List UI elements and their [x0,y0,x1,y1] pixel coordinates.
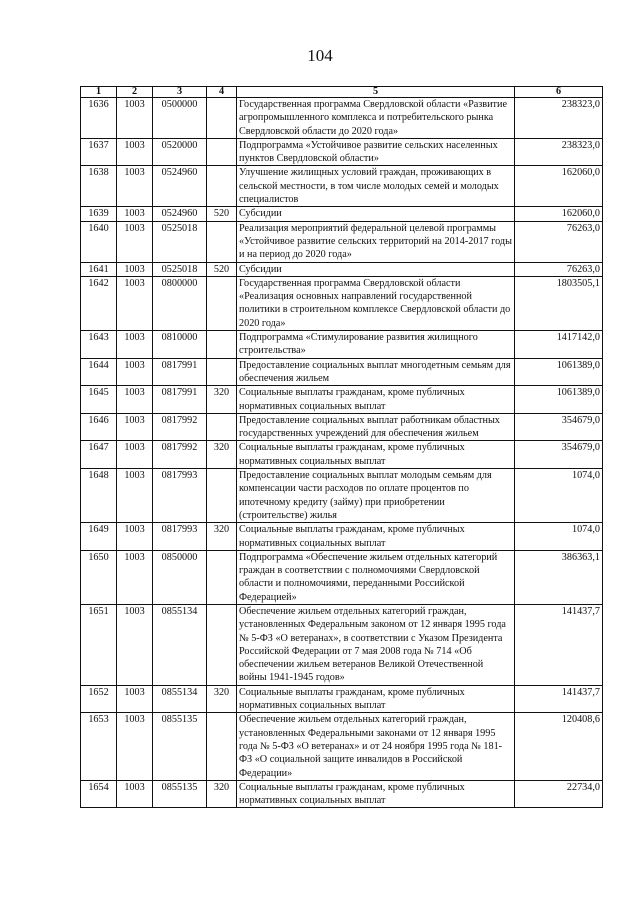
target-code-cell: 0520000 [153,138,207,166]
row-number-cell: 1641 [81,262,117,276]
section-code-cell: 1003 [117,221,153,262]
budget-table [80,86,603,808]
section-code-cell: 1003 [117,550,153,604]
section-code-cell: 1003 [117,331,153,359]
item-name-cell: Предоставление социальных выплат работникам областных государственных учреждений для обеспечения жильем [237,413,515,441]
expense-type-cell [207,331,237,359]
row-number-cell: 1649 [81,523,117,551]
row-number-cell: 1654 [81,780,117,808]
section-code-cell: 1003 [117,523,153,551]
section-code-cell: 1003 [117,441,153,469]
expense-type-cell: 320 [207,523,237,551]
item-name-cell: Обеспечение жильем отдельных категорий граждан, установленных Федеральными законами от 12 января 1995 года № 5-ФЗ «О ветеранах» и от 24 ноября 1995 года № 181-ФЗ «О социальной защите инвалидов в Российской Федерации» [237,713,515,780]
expense-type-cell [207,276,237,330]
expense-type-cell [207,358,237,386]
item-name-cell: Государственная программа Свердловской области «Развитие агропромышленного комплекса и потребительского рынка Свердловской области до 2020 года» [237,98,515,139]
table-row [81,358,603,386]
amount-cell: 162060,0 [515,166,603,207]
amount-cell: 354679,0 [515,441,603,469]
column-header: 1 [81,87,117,98]
target-code-cell: 0525018 [153,221,207,262]
amount-cell: 120408,6 [515,713,603,780]
expense-type-cell: 520 [207,262,237,276]
row-number-cell: 1636 [81,98,117,139]
amount-cell: 1803505,1 [515,276,603,330]
table-header-row [81,87,603,98]
table-body [81,98,603,808]
item-name-cell: Социальные выплаты гражданам, кроме публичных нормативных социальных выплат [237,685,515,713]
section-code-cell: 1003 [117,413,153,441]
amount-cell: 354679,0 [515,413,603,441]
table-row [81,469,603,523]
item-name-cell: Предоставление социальных выплат многодетным семьям для обеспечения жильем [237,358,515,386]
item-name-cell: Улучшение жилищных условий граждан, проживающих в сельской местности, в том числе молодых семей и молодых специалистов [237,166,515,207]
table-row [81,221,603,262]
amount-cell: 22734,0 [515,780,603,808]
target-code-cell: 0855134 [153,685,207,713]
item-name-cell: Реализация мероприятий федеральной целевой программы «Устойчивое развитие сельских территорий на 2014-2017 годы и на период до 2020 года» [237,221,515,262]
expense-type-cell: 320 [207,780,237,808]
target-code-cell: 0850000 [153,550,207,604]
section-code-cell: 1003 [117,604,153,685]
amount-cell: 141437,7 [515,604,603,685]
column-header: 3 [153,87,207,98]
table-row [81,523,603,551]
row-number-cell: 1650 [81,550,117,604]
target-code-cell: 0855135 [153,780,207,808]
item-name-cell: Субсидии [237,262,515,276]
section-code-cell: 1003 [117,358,153,386]
expense-type-cell: 320 [207,441,237,469]
target-code-cell: 0855135 [153,713,207,780]
row-number-cell: 1653 [81,713,117,780]
table-row [81,386,603,414]
amount-cell: 386363,1 [515,550,603,604]
target-code-cell: 0817991 [153,358,207,386]
expense-type-cell: 320 [207,685,237,713]
table-row [81,98,603,139]
table-row [81,262,603,276]
table-row [81,331,603,359]
item-name-cell: Предоставление социальных выплат молодым семьям для компенсации части расходов по оплате процентов по ипотечному кредиту (займу) при приобретении (строительстве) жилья [237,469,515,523]
expense-type-cell: 320 [207,386,237,414]
amount-cell: 238323,0 [515,138,603,166]
section-code-cell: 1003 [117,469,153,523]
column-header: 6 [515,87,603,98]
item-name-cell: Социальные выплаты гражданам, кроме публичных нормативных социальных выплат [237,523,515,551]
row-number-cell: 1648 [81,469,117,523]
item-name-cell: Подпрограмма «Устойчивое развитие сельских населенных пунктов Свердловской области» [237,138,515,166]
row-number-cell: 1639 [81,207,117,221]
table-row [81,550,603,604]
amount-cell: 238323,0 [515,98,603,139]
item-name-cell: Подпрограмма «Стимулирование развития жилищного строительства» [237,331,515,359]
row-number-cell: 1647 [81,441,117,469]
target-code-cell: 0817993 [153,469,207,523]
row-number-cell: 1643 [81,331,117,359]
amount-cell: 1061389,0 [515,386,603,414]
amount-cell: 1074,0 [515,523,603,551]
row-number-cell: 1651 [81,604,117,685]
target-code-cell: 0817992 [153,413,207,441]
section-code-cell: 1003 [117,780,153,808]
target-code-cell: 0500000 [153,98,207,139]
item-name-cell: Социальные выплаты гражданам, кроме публичных нормативных социальных выплат [237,386,515,414]
row-number-cell: 1638 [81,166,117,207]
table-row [81,780,603,808]
expense-type-cell [207,166,237,207]
table-row [81,276,603,330]
amount-cell: 162060,0 [515,207,603,221]
target-code-cell: 0810000 [153,331,207,359]
expense-type-cell [207,221,237,262]
section-code-cell: 1003 [117,207,153,221]
table-row [81,138,603,166]
table-row [81,713,603,780]
table-row [81,685,603,713]
expense-type-cell [207,550,237,604]
row-number-cell: 1644 [81,358,117,386]
item-name-cell: Государственная программа Свердловской области «Реализация основных направлений государственной политики в строительном комплексе Свердловской области до 2020 года» [237,276,515,330]
row-number-cell: 1645 [81,386,117,414]
section-code-cell: 1003 [117,98,153,139]
target-code-cell: 0817993 [153,523,207,551]
expense-type-cell: 520 [207,207,237,221]
table-row [81,441,603,469]
section-code-cell: 1003 [117,685,153,713]
amount-cell: 76263,0 [515,221,603,262]
column-header: 4 [207,87,237,98]
table-row [81,166,603,207]
target-code-cell: 0800000 [153,276,207,330]
target-code-cell: 0817992 [153,441,207,469]
column-header: 2 [117,87,153,98]
table-row [81,413,603,441]
table-row [81,604,603,685]
row-number-cell: 1637 [81,138,117,166]
expense-type-cell [207,604,237,685]
row-number-cell: 1642 [81,276,117,330]
expense-type-cell [207,138,237,166]
target-code-cell: 0525018 [153,262,207,276]
section-code-cell: 1003 [117,276,153,330]
expense-type-cell [207,413,237,441]
column-header: 5 [237,87,515,98]
row-number-cell: 1640 [81,221,117,262]
section-code-cell: 1003 [117,386,153,414]
row-number-cell: 1652 [81,685,117,713]
section-code-cell: 1003 [117,138,153,166]
section-code-cell: 1003 [117,713,153,780]
expense-type-cell [207,98,237,139]
amount-cell: 1417142,0 [515,331,603,359]
target-code-cell: 0524960 [153,207,207,221]
amount-cell: 1074,0 [515,469,603,523]
target-code-cell: 0524960 [153,166,207,207]
item-name-cell: Обеспечение жильем отдельных категорий граждан, установленных Федеральным законом от 12 января 1995 года № 5-ФЗ «О ветеранах», в соответствии с Указом Президента Российской Федерации от 7 мая 2008 года № 714 «Об обеспечении жильем ветеранов Великой Отечественной войны 1941-1945 годов» [237,604,515,685]
section-code-cell: 1003 [117,262,153,276]
page-number: 104 [307,46,333,65]
row-number-cell: 1646 [81,413,117,441]
amount-cell: 76263,0 [515,262,603,276]
item-name-cell: Субсидии [237,207,515,221]
amount-cell: 141437,7 [515,685,603,713]
item-name-cell: Подпрограмма «Обеспечение жильем отдельных категорий граждан в соответствии с полномочиями Свердловской области и полномочиями, переданными Российской Федерацией» [237,550,515,604]
item-name-cell: Социальные выплаты гражданам, кроме публичных нормативных социальных выплат [237,780,515,808]
target-code-cell: 0855134 [153,604,207,685]
section-code-cell: 1003 [117,166,153,207]
item-name-cell: Социальные выплаты гражданам, кроме публичных нормативных социальных выплат [237,441,515,469]
expense-type-cell [207,713,237,780]
amount-cell: 1061389,0 [515,358,603,386]
expense-type-cell [207,469,237,523]
target-code-cell: 0817991 [153,386,207,414]
table-row [81,207,603,221]
